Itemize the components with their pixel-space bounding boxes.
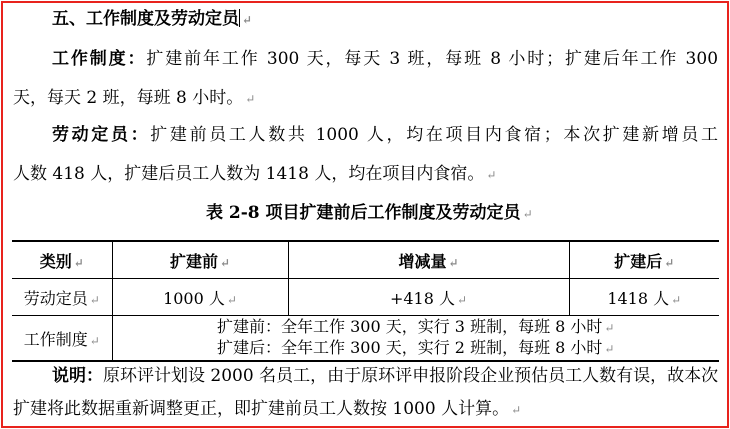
work-system-line1: 工作制度：扩建前年工作 300 天，每天 3 班，每班 8 小时；扩建后年工作 300 xyxy=(52,49,719,69)
schedule-before: 扩建前：全年工作 300 天，实行 3 班制，每班 8 小时 ↵ xyxy=(217,317,615,336)
header-change: 增减量 ↵ xyxy=(288,241,569,279)
table-row xyxy=(12,279,719,316)
note-line1: 说明：原环评计划设 2000 名员工，由于原环评申报阶段企业预估员工人数有误，故本次 xyxy=(52,366,719,386)
staff-change-cell: +418 人 ↵ xyxy=(288,279,569,316)
table-caption: 表 2-8 项目扩建前后工作制度及劳动定员 ↵ xyxy=(206,203,533,223)
table-row xyxy=(12,316,719,362)
header-category: 类别 ↵ xyxy=(12,241,112,279)
staff-label-cell: 劳动定员 ↵ xyxy=(12,279,112,316)
schedule-label-cell: 工作制度 ↵ xyxy=(12,316,112,362)
staffing-line1: 劳动定员：扩建前员工人数共 1000 人，均在项目内食宿；本次扩建新增员工 xyxy=(52,125,719,145)
table-header-row xyxy=(12,241,719,279)
section-heading: 五、工作制度及劳动定员 ↵ xyxy=(52,9,253,29)
staffing-line2: 人数 418 人，扩建后员工人数为 1418 人，均在项目内食宿。 ↵ xyxy=(13,164,497,184)
note-line2: 扩建将此数据重新调整更正，即扩建前员工人数按 1000 人计算。 ↵ xyxy=(13,399,522,419)
staffing-table xyxy=(12,240,719,362)
staff-after-cell: 1418 人 ↵ xyxy=(569,279,719,316)
schedule-after: 扩建后：全年工作 300 天，实行 2 班制，每班 8 小时 ↵ xyxy=(217,338,615,357)
staff-before-cell: 1000 人 ↵ xyxy=(112,279,288,316)
header-before: 扩建前 ↵ xyxy=(112,241,288,279)
header-after: 扩建后 ↵ xyxy=(569,241,719,279)
schedule-detail-cell xyxy=(112,316,719,362)
text-cursor xyxy=(239,9,240,27)
work-system-line2: 天，每天 2 班，每班 8 小时。 ↵ xyxy=(13,88,256,108)
